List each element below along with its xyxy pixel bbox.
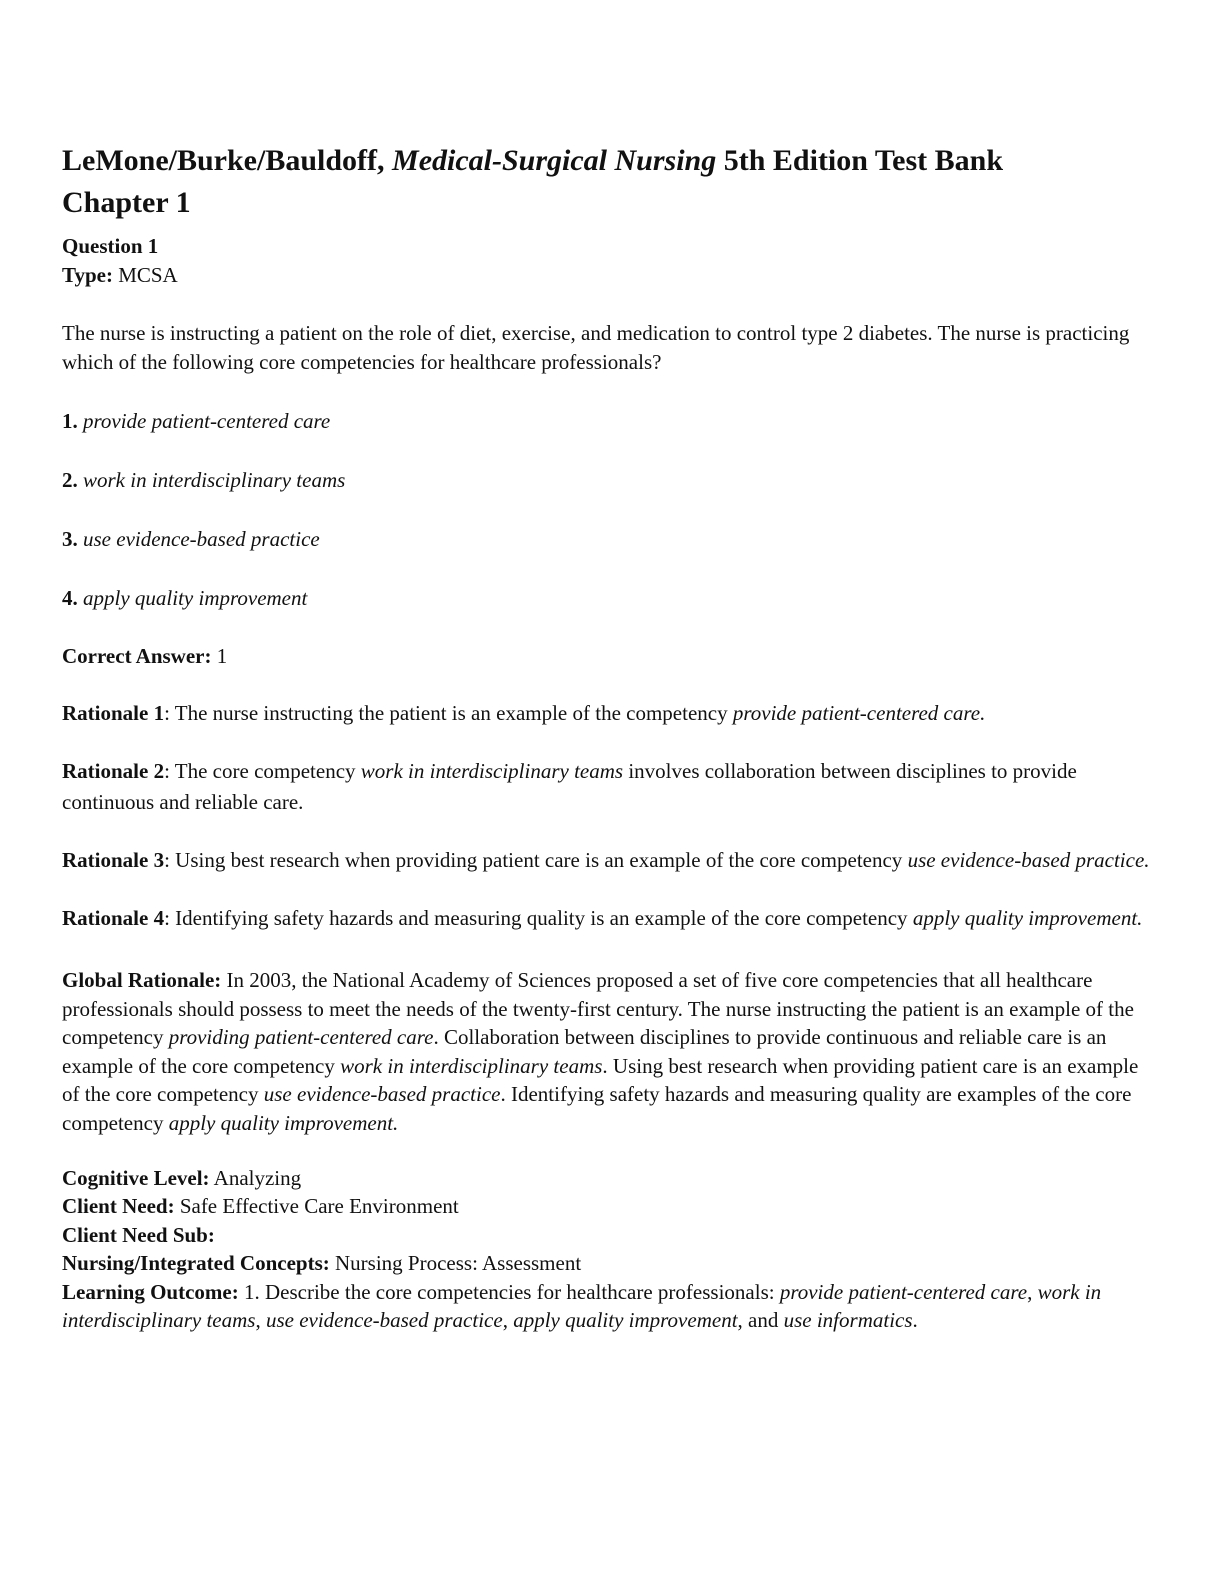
correct-answer xyxy=(62,642,1157,671)
type-value: MCSA xyxy=(118,263,178,287)
client-need-sub: Client Need Sub: xyxy=(62,1222,215,1247)
document-page xyxy=(62,140,1157,1335)
global-rationale-label: Global Rationale: xyxy=(62,968,222,992)
correct-answer-label: Correct Answer: xyxy=(62,644,212,668)
global-rationale: Global Rationale: In 2003, the National Academy of Sciences proposed a set of five core competencies that all healthcare professionals should possess to meet the needs of the twenty-first century. The nurse instructing the patient is an example of the competency providing patient-centered care. Collaboration between disciplines to provide continuous and reliable care is an example of the core competency work in interdisciplinary teams. Using best research when providing patient care is an example of the core competency use evidence-based practice. Identifying safety hazards and measuring quality are examples of the core competency apply quality improvement. xyxy=(62,968,1139,1135)
chapter-heading: Chapter 1 xyxy=(62,186,191,219)
rationale-4: Rationale 4: Identifying safety hazards and measuring quality is an example of the core competency apply quality improvement. xyxy=(62,906,1143,930)
rationale-3: Rationale 3: Using best research when providing patient care is an example of the core competency use evidence-based practice. xyxy=(62,848,1150,872)
answer-option-4: 4. apply quality improvement xyxy=(62,586,308,610)
answer-option-3: 3. use evidence-based practice xyxy=(62,527,320,551)
correct-answer-value: 1 xyxy=(216,644,228,668)
rationale-2: Rationale 2: The core competency work in interdisciplinary teams involves collaboration between disciplines to provide continuous and reliable care. xyxy=(62,759,1077,814)
rationale-1: Rationale 1: The nurse instructing the patient is an example of the competency provide patient-centered care. xyxy=(62,701,986,725)
document-title xyxy=(62,140,1157,224)
question-meta xyxy=(62,232,1157,290)
cognitive-level: Cognitive Level: Analyzing xyxy=(62,1165,302,1190)
question-metadata xyxy=(62,1164,1157,1335)
answer-option-1: 1. provide patient-centered care xyxy=(62,409,331,433)
question-label: Question 1 xyxy=(62,234,159,258)
client-need: Client Need: Safe Effective Care Environment xyxy=(62,1194,459,1219)
title-book: Medical-Surgical Nursing xyxy=(392,144,717,177)
type-label: Type: xyxy=(62,263,113,287)
title-authors: LeMone/Burke/Bauldoff, xyxy=(62,144,385,177)
title-edition: 5th Edition Test Bank xyxy=(723,144,1004,177)
learning-outcome: Learning Outcome: 1. Describe the core competencies for healthcare professionals: provide patient-centered care, work in interdisciplinary teams, use evidence-based practice, apply quality improvement, and use informatics. xyxy=(62,1279,1102,1333)
question-stem: The nurse is instructing a patient on the role of diet, exercise, and medication to control type 2 diabetes. The nurse is practicing which of the following core competencies for healthcare professionals? xyxy=(62,321,1130,374)
answer-option-2: 2. work in interdisciplinary teams xyxy=(62,468,346,492)
nursing-concepts: Nursing/Integrated Concepts: Nursing Process: Assessment xyxy=(62,1251,582,1276)
